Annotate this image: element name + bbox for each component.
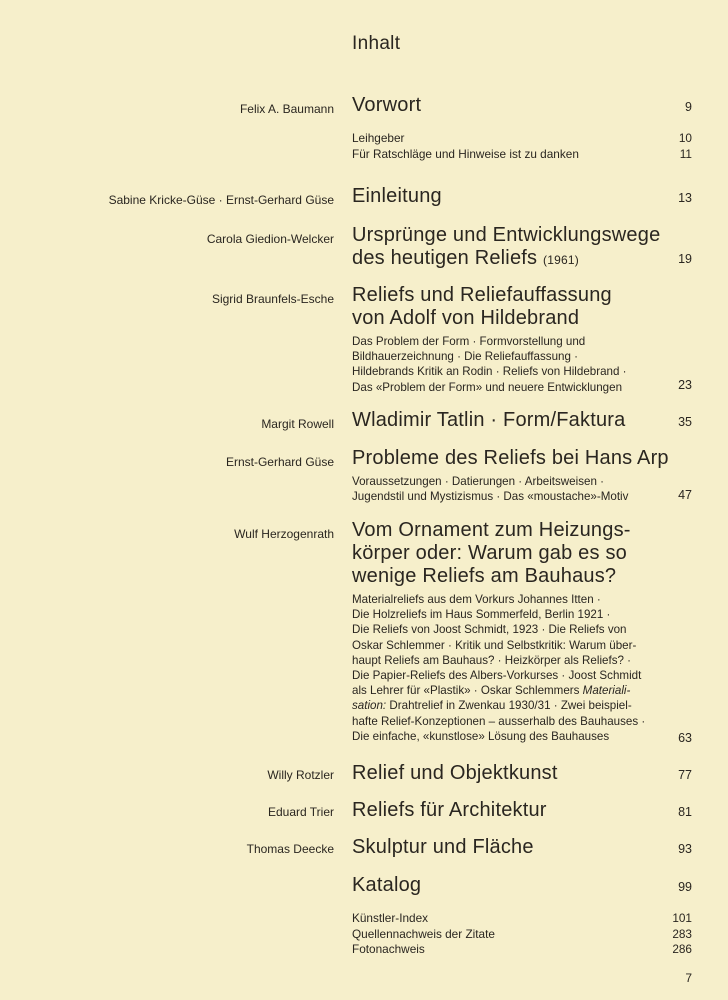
entry-title-line: körper oder: Warum gab es so xyxy=(352,542,627,564)
entry-author: Thomas Deecke xyxy=(246,842,334,856)
entry-author: Ernst-Gerhard Güse xyxy=(225,455,334,469)
entry-title: Einleitung xyxy=(352,185,442,207)
entry-page: 19 xyxy=(678,252,692,266)
entry-page: 13 xyxy=(678,191,692,205)
entry-page: 99 xyxy=(678,880,692,894)
entry-title: Skulptur und Fläche xyxy=(352,836,534,858)
entry-author: Sabine Kricke-Güse · Ernst-Gerhard Güse xyxy=(108,193,334,207)
page-number: 7 xyxy=(685,971,692,985)
entry-page: 35 xyxy=(678,415,692,429)
entry-title: Vorwort xyxy=(352,94,422,116)
entry-author: Willy Rotzler xyxy=(267,768,334,782)
entry-page: 93 xyxy=(678,842,692,856)
sub-entry: Fotonachweis 286 xyxy=(352,942,692,956)
entry-title-line: Ursprünge und Entwicklungswege xyxy=(352,224,661,246)
entry-page: 63 xyxy=(678,731,692,745)
entry-description: Voraussetzungen · Datierungen · Arbeitsweisen · Jugendstil und Mystizismus · Das «moustache»-Motiv xyxy=(352,475,629,504)
entry-author: Felix A. Baumann xyxy=(239,102,334,116)
entry-page: 77 xyxy=(678,768,692,782)
entry-title-line: wenige Reliefs am Bauhaus? xyxy=(352,565,617,587)
entry-author: Margit Rowell xyxy=(261,417,334,431)
entry-author: Eduard Trier xyxy=(267,805,334,819)
entry-page: 23 xyxy=(678,378,692,392)
entry-author: Wulf Herzogenrath xyxy=(234,527,334,541)
entry-title-line: Vom Ornament zum Heizungs- xyxy=(352,519,631,541)
page-title: Inhalt xyxy=(352,33,401,54)
entry-title-line: des heutigen Reliefs (1961) xyxy=(352,247,579,269)
entry-author: Carola Giedion-Welcker xyxy=(206,232,334,246)
entry-description: Das Problem der Form · Formvorstellung und Bildhauerzeichnung · Die Reliefauffassung · Hildebrands Kritik an Rodin · Reliefs von Hildebrand · Das «Problem der Form» und neuere Entwicklungen xyxy=(352,335,627,394)
sub-entry: Quellennachweis der Zitate 283 xyxy=(352,927,692,941)
sub-entry: Für Ratschläge und Hinweise ist zu danken 11 xyxy=(352,147,692,161)
entry-page: 47 xyxy=(678,488,692,502)
entry-title-suffix: (1961) xyxy=(543,253,579,267)
entry-title: Wladimir Tatlin · Form/Faktura xyxy=(352,409,626,431)
entry-title-line: von Adolf von Hildebrand xyxy=(352,307,580,329)
entry-title: Katalog xyxy=(352,874,422,896)
entry-description: Materialreliefs aus dem Vorkurs Johannes Itten · Die Holzreliefs im Haus Sommerfeld, Berlin 1921 · Die Reliefs von Joost Schmidt, 1923 · Die Reliefs von Oskar Schlemmer · Kritik und Selbstkritik: Warum über- haupt Reliefs am Bauhaus? · Heizkörper als Reliefs? · Die Papier-Reliefs des Albers-Vorkurses · Joost Schmidt als Lehrer für «Plastik» · Oskar Schlemmers Materiali- sation: Drahtrelief in Zwenkau 1930/31 · Zwei beispiel- hafte Relief-Konzeptionen – ausserhalb des Bauhauses · Die einfache, «kunstlose» Lösung des Bauhauses xyxy=(352,593,646,743)
entry-title: Probleme des Reliefs bei Hans Arp xyxy=(352,447,669,469)
entry-author: Sigrid Braunfels-Esche xyxy=(211,292,334,306)
sub-entry: Leihgeber 10 xyxy=(352,131,692,145)
entry-page: 9 xyxy=(685,100,692,114)
entry-title: Relief und Objektkunst xyxy=(352,762,558,784)
entry-title: Reliefs für Architektur xyxy=(352,799,547,821)
entry-title-line: Reliefs und Reliefauffassung xyxy=(352,284,612,306)
entry-page: 81 xyxy=(678,805,692,819)
sub-entry: Künstler-Index 101 xyxy=(352,911,692,925)
